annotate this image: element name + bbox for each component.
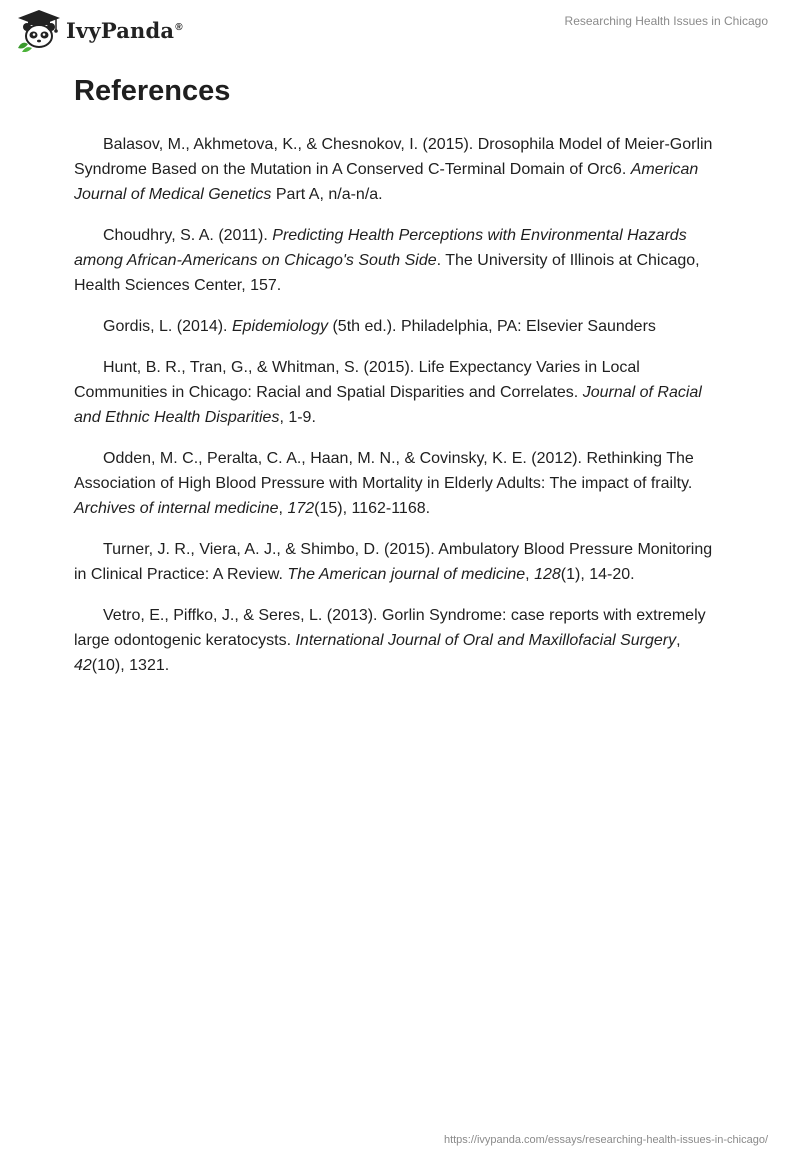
reference-italic-text: 42 bbox=[74, 657, 92, 674]
page-header bbox=[0, 0, 800, 60]
reference-italic-text: Predicting Health Perceptions with Environmental Hazards among African-Americans on Chicago's South Side bbox=[74, 227, 687, 269]
reference-entry bbox=[74, 603, 726, 678]
reference-text: Part A, n/a-n/a. bbox=[271, 186, 383, 203]
reference-text: , bbox=[676, 632, 681, 649]
reference-text: , bbox=[525, 566, 535, 583]
reference-text: (1), 14-20. bbox=[560, 566, 635, 583]
registered-mark: ® bbox=[175, 21, 183, 33]
reference-italic-text: Archives of internal medicine bbox=[74, 500, 279, 517]
reference-italic-text: 172 bbox=[287, 500, 315, 517]
reference-text: , bbox=[278, 500, 288, 517]
reference-italic-text: 128 bbox=[534, 566, 561, 583]
brand-name: IvyPanda® bbox=[66, 17, 183, 43]
reference-entry bbox=[74, 132, 726, 207]
reference-entry bbox=[74, 223, 726, 298]
page-title: References bbox=[74, 75, 231, 107]
panda-graduate-icon bbox=[16, 8, 62, 52]
reference-text: Choudhry, S. A. (2011). bbox=[103, 227, 273, 244]
reference-text: Vetro, E., Piffko, J., & Seres, L. (2013). Gorlin Syndrome: case reports with extremely large odontogenic keratocysts. bbox=[74, 607, 706, 649]
reference-text: . The University of Illinois at Chicago, Health Sciences Center, 157. bbox=[74, 252, 700, 294]
reference-text: , 1-9. bbox=[279, 409, 316, 426]
brand-logo[interactable] bbox=[16, 6, 183, 54]
reference-italic-text: American Journal of Medical Genetics bbox=[74, 161, 699, 203]
reference-text: (15), 1162-1168. bbox=[314, 500, 431, 517]
reference-italic-text: Epidemiology bbox=[231, 318, 329, 335]
reference-text: Balasov, M., Akhmetova, K., & Chesnokov, I. (2015). Drosophila Model of Meier-Gorlin Syndrome Based on the Mutation in A Conserved C-Terminal Domain of Orc6. bbox=[74, 136, 713, 178]
reference-text: Odden, M. C., Peralta, C. A., Haan, M. N., & Covinsky, K. E. (2012). Rethinking The Association of High Blood Pressure with Mortality in Elderly Adults: The impact of frailty. bbox=[74, 450, 694, 492]
main-content bbox=[74, 72, 726, 694]
reference-italic-text: Journal of Racial and Ethnic Health Disparities bbox=[74, 384, 702, 426]
reference-text: Hunt, B. R., Tran, G., & Whitman, S. (2015). Life Expectancy Varies in Local Communities in Chicago: Racial and Spatial Disparities and Correlates. bbox=[74, 359, 640, 401]
reference-text: (5th ed.). Philadelphia, PA: Elsevier Saunders bbox=[328, 318, 656, 335]
reference-text: Gordis, L. (2014). bbox=[103, 318, 232, 335]
reference-italic-text: The American journal of medicine bbox=[287, 566, 526, 583]
reference-entry bbox=[74, 537, 726, 587]
reference-list bbox=[74, 132, 726, 678]
reference-italic-text: International Journal of Oral and Maxillofacial Surgery bbox=[295, 632, 677, 649]
document-title: Researching Health Issues in Chicago bbox=[564, 14, 768, 28]
footer-url[interactable]: https://ivypanda.com/essays/researching-health-issues-in-chicago/ bbox=[443, 1134, 768, 1146]
reference-entry bbox=[74, 446, 726, 521]
reference-text: (10), 1321. bbox=[91, 657, 170, 674]
reference-text: Turner, J. R., Viera, A. J., & Shimbo, D. (2015). Ambulatory Blood Pressure Monitoring in Clinical Practice: A Review. bbox=[74, 541, 713, 583]
reference-entry bbox=[74, 355, 726, 430]
reference-entry bbox=[74, 314, 726, 339]
